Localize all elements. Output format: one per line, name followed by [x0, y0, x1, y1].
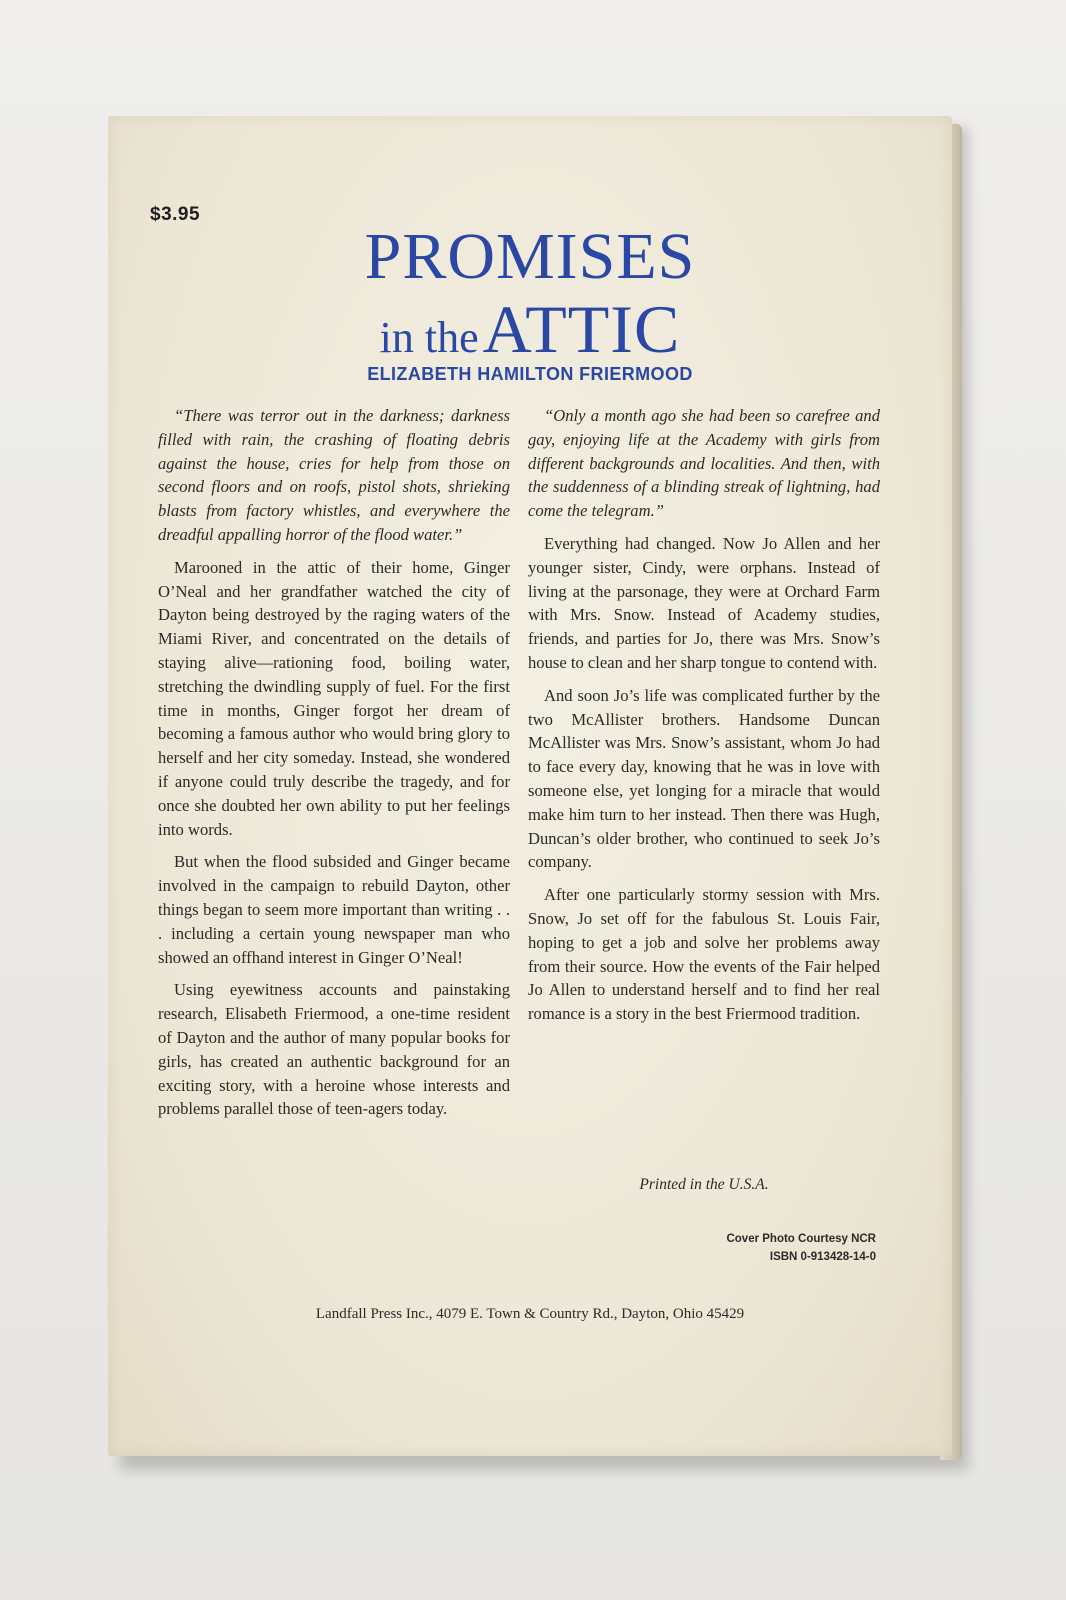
photo-credit: Cover Photo Courtesy NCR [726, 1233, 876, 1245]
price-label: $3.95 [150, 204, 201, 225]
blurb-left-column [158, 404, 510, 1130]
blurb-paragraph: But when the flood subsided and Ginger became involved in the campaign to rebuild Dayton, other things began to seem more important than writing . . . including a certain young newspaper man who showed an offhand interest in Ginger O’Neal! [158, 852, 510, 967]
printed-in-label: Printed in the U.S.A. [639, 1176, 769, 1193]
credits-block [528, 1230, 876, 1266]
publisher-address: Landfall Press Inc., 4079 E. Town & Country Rd., Dayton, Ohio 45429 [315, 1306, 745, 1322]
blurb-paragraph: “Only a month ago she had been so carefree and gay, enjoying life at the Academy with girls from different backgrounds and localities. And then, with the suddenness of a blinding streak of lightning, had come the telegram.” [528, 406, 880, 521]
title-line-1: PROMISES [364, 220, 696, 293]
book-title [108, 220, 952, 383]
blurb-paragraph: Everything had changed. Now Jo Allen and her younger sister, Cindy, were orphans. Instead of living at the parsonage, they were at Orchard Farm with Mrs. Snow. Instead of Academy studies, friends, and parties for Jo, there was Mrs. Snow’s house to clean and her sharp tongue to contend with. [528, 533, 880, 672]
author-name: ELIZABETH HAMILTON FRIERMOOD [367, 364, 693, 384]
blurb-paragraph: “There was terror out in the darkness; darkness filled with rain, the crashing of floating debris against the house, cries for help from those on second floors and on roofs, pistol shots, shrieking blasts from factory whistles, and everywhere the dreadful appalling horror of the flood water.” [158, 406, 510, 544]
blurb-right-column [528, 404, 880, 1035]
blurb-paragraph: Marooned in the attic of their home, Ginger O’Neal and her grandfather watched the city of Dayton being destroyed by the raging waters of the Miami River, and concentrated on the details of staying alive—rationing food, boiling water, stretching the dwindling supply of fuel. For the first time in months, Ginger forgot her dream of becoming a famous author who would bring glory to herself and her city someday. Instead, she wondered if anyone could truly describe the tragedy, and for once she doubted her own ability to put her feelings into words. [158, 557, 510, 839]
title-line-2-big: ATTIC [482, 291, 681, 367]
book-back-cover [108, 116, 952, 1456]
blurb-paragraph: And soon Jo’s life was complicated further by the two McAllister brothers. Handsome Duncan McAllister was Mrs. Snow’s assistant, whom Jo had to face every day, knowing that he was in love with someone else, yet longing for a miracle that would make him turn to her instead. Then there was Hugh, Duncan’s older brother, who continued to seek Jo’s company. [528, 685, 880, 872]
title-line-2-small: in the [379, 313, 479, 362]
blurb-paragraph: Using eyewitness accounts and painstaking research, Elisabeth Friermood, a one-time resident of Dayton and the author of many popular books for girls, has created an authentic background for an exciting story, with a heroine whose interests and problems parallel those of teen-agers today. [158, 980, 510, 1119]
blurb-paragraph: After one particularly stormy session with Mrs. Snow, Jo set off for the fabulous St. Louis Fair, hoping to get a job and solve her problems away from their source. How the events of the Fair helped Jo Allen to understand herself and to find her real romance is a story in the best Friermood tradition. [528, 885, 880, 1024]
isbn-label: ISBN 0-913428-14-0 [769, 1251, 876, 1263]
